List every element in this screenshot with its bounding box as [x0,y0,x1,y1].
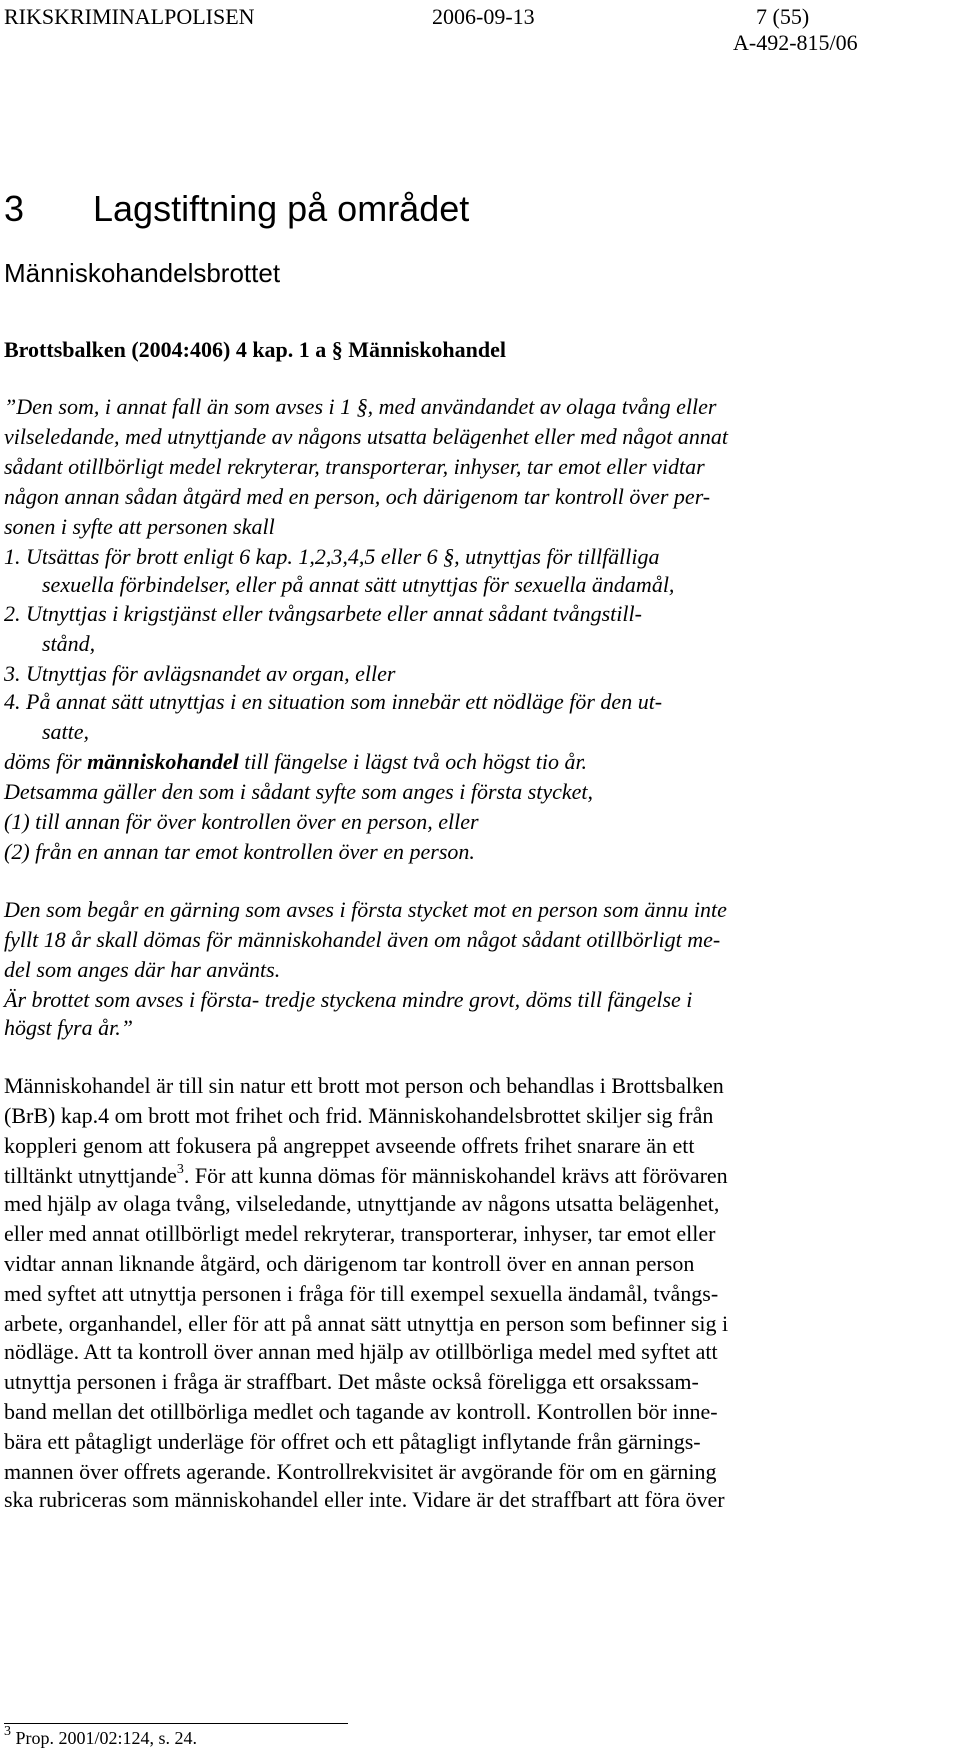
quote-line: sonen i syfte att personen skall [4,514,275,539]
verdict-line [4,748,587,776]
header-organization: RIKSKRIMINALPOLISEN [4,4,255,29]
quote-line: Är brottet som avses i första- tredje styckena mindre grovt, döms till fängelse i [4,987,693,1012]
footnote-text: Prop. 2001/02:124, s. 24. [11,1728,198,1748]
verdict-crime: människohandel [87,749,239,774]
header-page-number: 7 (55) [756,4,810,29]
list-item-2-cont: stånd, [42,631,96,656]
chapter-heading [4,187,469,231]
verdict-post: till fängelse i lägst två och högst tio år. [238,749,588,774]
body-line: med hjälp av olaga tvång, vilseledande, utnyttjande av någons utsatta belägenhet, [4,1191,720,1216]
body-line: ska rubriceras som människohandel eller inte. Vidare är det straffbart att föra över [4,1487,725,1512]
list-item-3: 3. Utnyttjas för avlägsnandet av organ, eller [4,661,396,686]
quote-line: ”Den som, i annat fall än som avses i 1 §, med användandet av olaga tvång eller [4,394,717,419]
chapter-title: Lagstiftning på området [93,188,470,229]
chapter-number: 3 [4,188,25,229]
quote-line: Den som begår en gärning som avses i första stycket mot en person som ännu inte [4,897,727,922]
body-line: med syftet att utnyttja personen i fråga för till exempel sexuella ändamål, tvångs- [4,1281,719,1306]
body-line: Människohandel är till sin natur ett brott mot person och behandlas i Brottsbalken [4,1073,724,1098]
body-line: bära ett påtagligt underläge för offret och ett påtagligt inflytande från gärnings- [4,1429,701,1454]
body-line: arbete, organhandel, eller för att på annat sätt utnyttja en person som befinner sig i [4,1311,729,1336]
body-line: koppleri genom att fokusera på angreppet avseende offrets frihet snarare än ett [4,1133,695,1158]
header-reference: A-492-815/06 [733,30,858,55]
quote-line: Detsamma gäller den som i sådant syfte som anges i första stycket, [4,779,594,804]
body-line [4,1162,728,1190]
law-heading: Brottsbalken (2004:406) 4 kap. 1 a § Människohandel [4,337,507,362]
quote-line: fyllt 18 år skall dömas för människohandel även om något sådant otillbörligt me- [4,927,721,952]
body-line: mannen över offrets agerande. Kontrollrekvisitet är avgörande för om en gärning [4,1459,717,1484]
body-line-text: tilltänkt utnyttjande [4,1163,177,1188]
footnote-number: 3 [4,1724,11,1739]
body-line: eller med annat otillbörligt medel rekryterar, transporterar, inhyser, tar emot eller [4,1221,716,1246]
body-line: (BrB) kap.4 om brott mot frihet och frid. Människohandelsbrottet skiljer sig från [4,1103,714,1128]
body-line: nödläge. Att ta kontroll över annan med hjälp av otillbörliga medel med syftet att [4,1339,718,1364]
header-date: 2006-09-13 [432,4,535,29]
body-line: vidtar annan liknande åtgärd, och därigenom tar kontroll över en annan person [4,1251,695,1276]
footnote-reference[interactable]: 3 [176,1161,184,1177]
list-item-2: 2. Utnyttjas i krigstjänst eller tvångsarbete eller annat sådant tvångstill- [4,601,642,626]
list-item-4-cont: satte, [42,719,90,744]
quote-line: vilseledande, med utnyttjande av någons utsatta belägenhet eller med något annat [4,424,729,449]
list-item-1: 1. Utsättas för brott enligt 6 kap. 1,2,3,4,5 eller 6 §, utnyttjas för tillfälliga [4,544,660,569]
quote-line: sådant otillbörligt medel rekryterar, transporterar, inhyser, tar emot eller vidtar [4,454,705,479]
quote-line: någon annan sådan åtgärd med en person, och därigenom tar kontroll över per- [4,484,711,509]
body-line: utnyttja personen i fråga är straffbart. Det måste också föreligga ett orsakssam- [4,1369,699,1394]
body-line-text: . För att kunna dömas för människohandel krävs att förövaren [183,1163,728,1188]
quote-line: högst fyra år.” [4,1015,133,1040]
quote-line: (2) från en annan tar emot kontrollen över en person. [4,839,475,864]
list-item-4: 4. På annat sätt utnyttjas i en situation som innebär ett nödläge för den ut- [4,689,663,714]
quote-line: del som anges där har använts. [4,957,281,982]
quote-line: (1) till annan för över kontrollen över en person, eller [4,809,479,834]
section-subheading: Människohandelsbrottet [4,258,281,288]
list-item-1-cont: sexuella förbindelser, eller på annat sätt utnyttjas för sexuella ändamål, [42,572,675,597]
footnote [4,1726,197,1750]
body-line: band mellan det otillbörliga medlet och tagande av kontroll. Kontrollen bör inne- [4,1399,718,1424]
footnote-divider [4,1723,348,1724]
verdict-pre: döms för [4,749,88,774]
